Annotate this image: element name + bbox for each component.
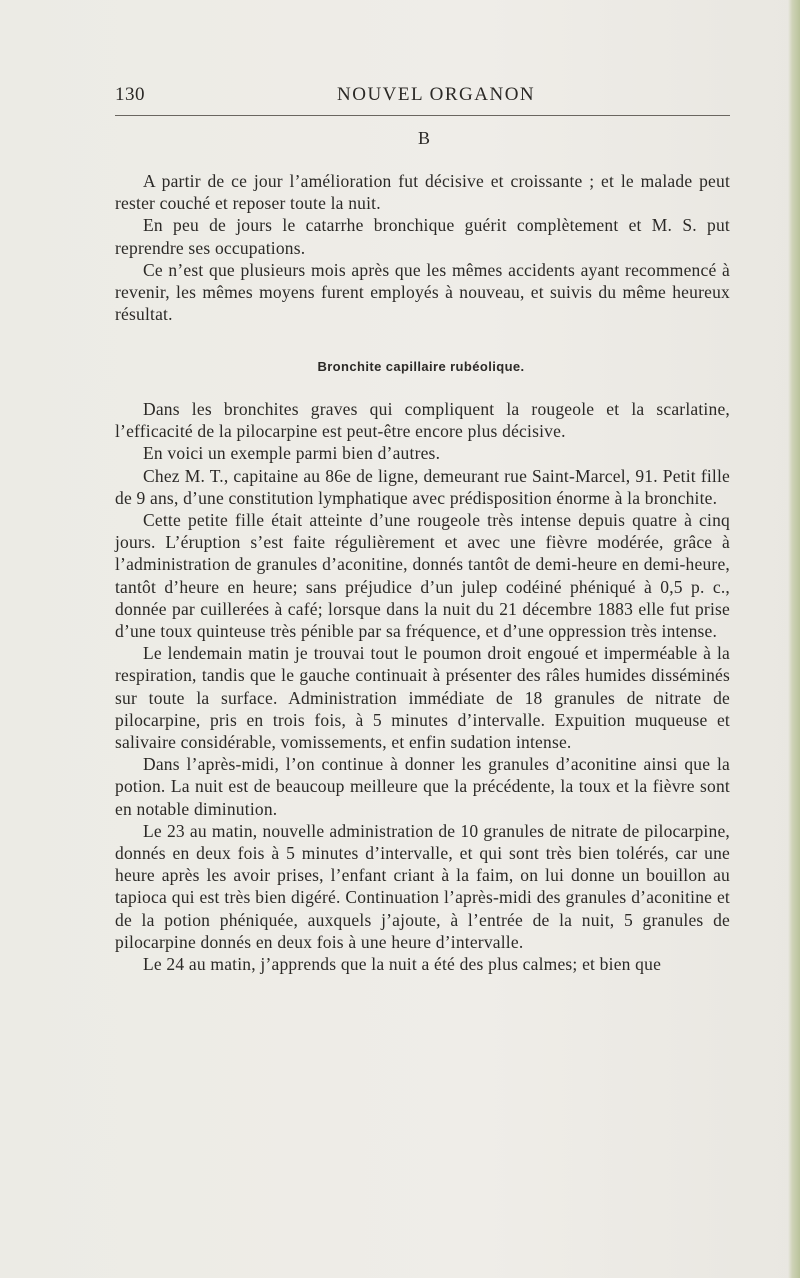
running-title: NOUVEL ORGANON bbox=[337, 84, 536, 105]
paragraph: Dans les bronchites graves qui compliquent la rougeole et la scarlatine, l’efficacité de la pilocarpine est peut-être encore plus décisive. bbox=[115, 399, 730, 442]
paragraph: Cette petite fille était atteinte d’une rougeole très intense depuis quatre à cinq jours. L’éruption s’est faite régulièrement et avec une fièvre modérée, grâce à l’administration de granules d’aconitine, donnés tantôt de demi-heure en demi-heure, tantôt d’heure en heure; sans préjudice d’un julep codéiné phéniqué à 0,5 p. c., donnée par cuillerées à café; lorsque dans la nuit du 21 décembre 1883 elle fut prise d’une toux quinteuse très pénible par sa fréquence, et d’une oppression très intense. bbox=[115, 510, 730, 642]
paragraph: Le 23 au matin, nouvelle administration de 10 granules de nitrate de pilocarpine, donnés en deux fois à 5 minutes d’intervalle, et qui sont très bien tolérés, car une heure après les avoir prises, l’enfant criant à la faim, on lui donne un bouillon au tapioca qui est très bien digéré. Continuation l’après-midi des granules d’aconitine et de la potion phéniquée, auxquels j’ajoute, à l’entrée de la nuit, 5 granules de pilocarpine donnés en deux fois à une heure d’intervalle. bbox=[115, 820, 730, 952]
paragraph: Ce n’est que plusieurs mois après que les mêmes accidents ayant recommencé à revenir, les mêmes moyens furent employés à nouveau, et suivis du même heureux résultat. bbox=[115, 259, 730, 325]
page-header bbox=[115, 84, 730, 114]
paragraph: A partir de ce jour l’amélioration fut décisive et croissante ; et le malade peut rester couché et reposer toute la nuit. bbox=[115, 171, 730, 214]
paragraph: En peu de jours le catarrhe bronchique guérit complètement et M. S. put reprendre ses occupations. bbox=[115, 215, 730, 258]
text-block-after bbox=[115, 398, 730, 975]
paragraph: Le lendemain matin je trouvai tout le poumon droit engoué et imperméable à la respiration, tandis que le gauche continuait à présenter des râles humides disséminés sur toute la surface. Administration immédiate de 18 granules de nitrate de pilocarpine, pris en trois fois, à 5 minutes d’intervalle. Expuition muqueuse et salivaire considérable, vomissements, et enfin sudation intense. bbox=[115, 643, 730, 753]
section-subheading: Bronchite capillaire rubéolique. bbox=[317, 359, 525, 374]
text-block-before bbox=[115, 170, 730, 325]
paragraph: Chez M. T., capitaine au 86e de ligne, demeurant rue Saint-Marcel, 91. Petit fille de 9 ans, d’une constitution lymphatique avec prédisposition énorme à la bronchite. bbox=[115, 465, 730, 508]
paragraph: Dans l’après-midi, l’on continue à donner les granules d’aconitine ainsi que la potion. La nuit est de beaucoup meilleure que la précédente, la toux et la fièvre sont en notable diminution. bbox=[115, 754, 730, 819]
page-number: 130 bbox=[115, 84, 145, 105]
page-edge bbox=[788, 0, 800, 1278]
paragraph: Le 24 au matin, j’apprends que la nuit a été des plus calmes; et bien que bbox=[143, 954, 662, 975]
header-rule bbox=[115, 115, 730, 116]
paragraph: En voici un exemple parmi bien d’autres. bbox=[143, 443, 441, 464]
section-letter: B bbox=[417, 128, 430, 148]
